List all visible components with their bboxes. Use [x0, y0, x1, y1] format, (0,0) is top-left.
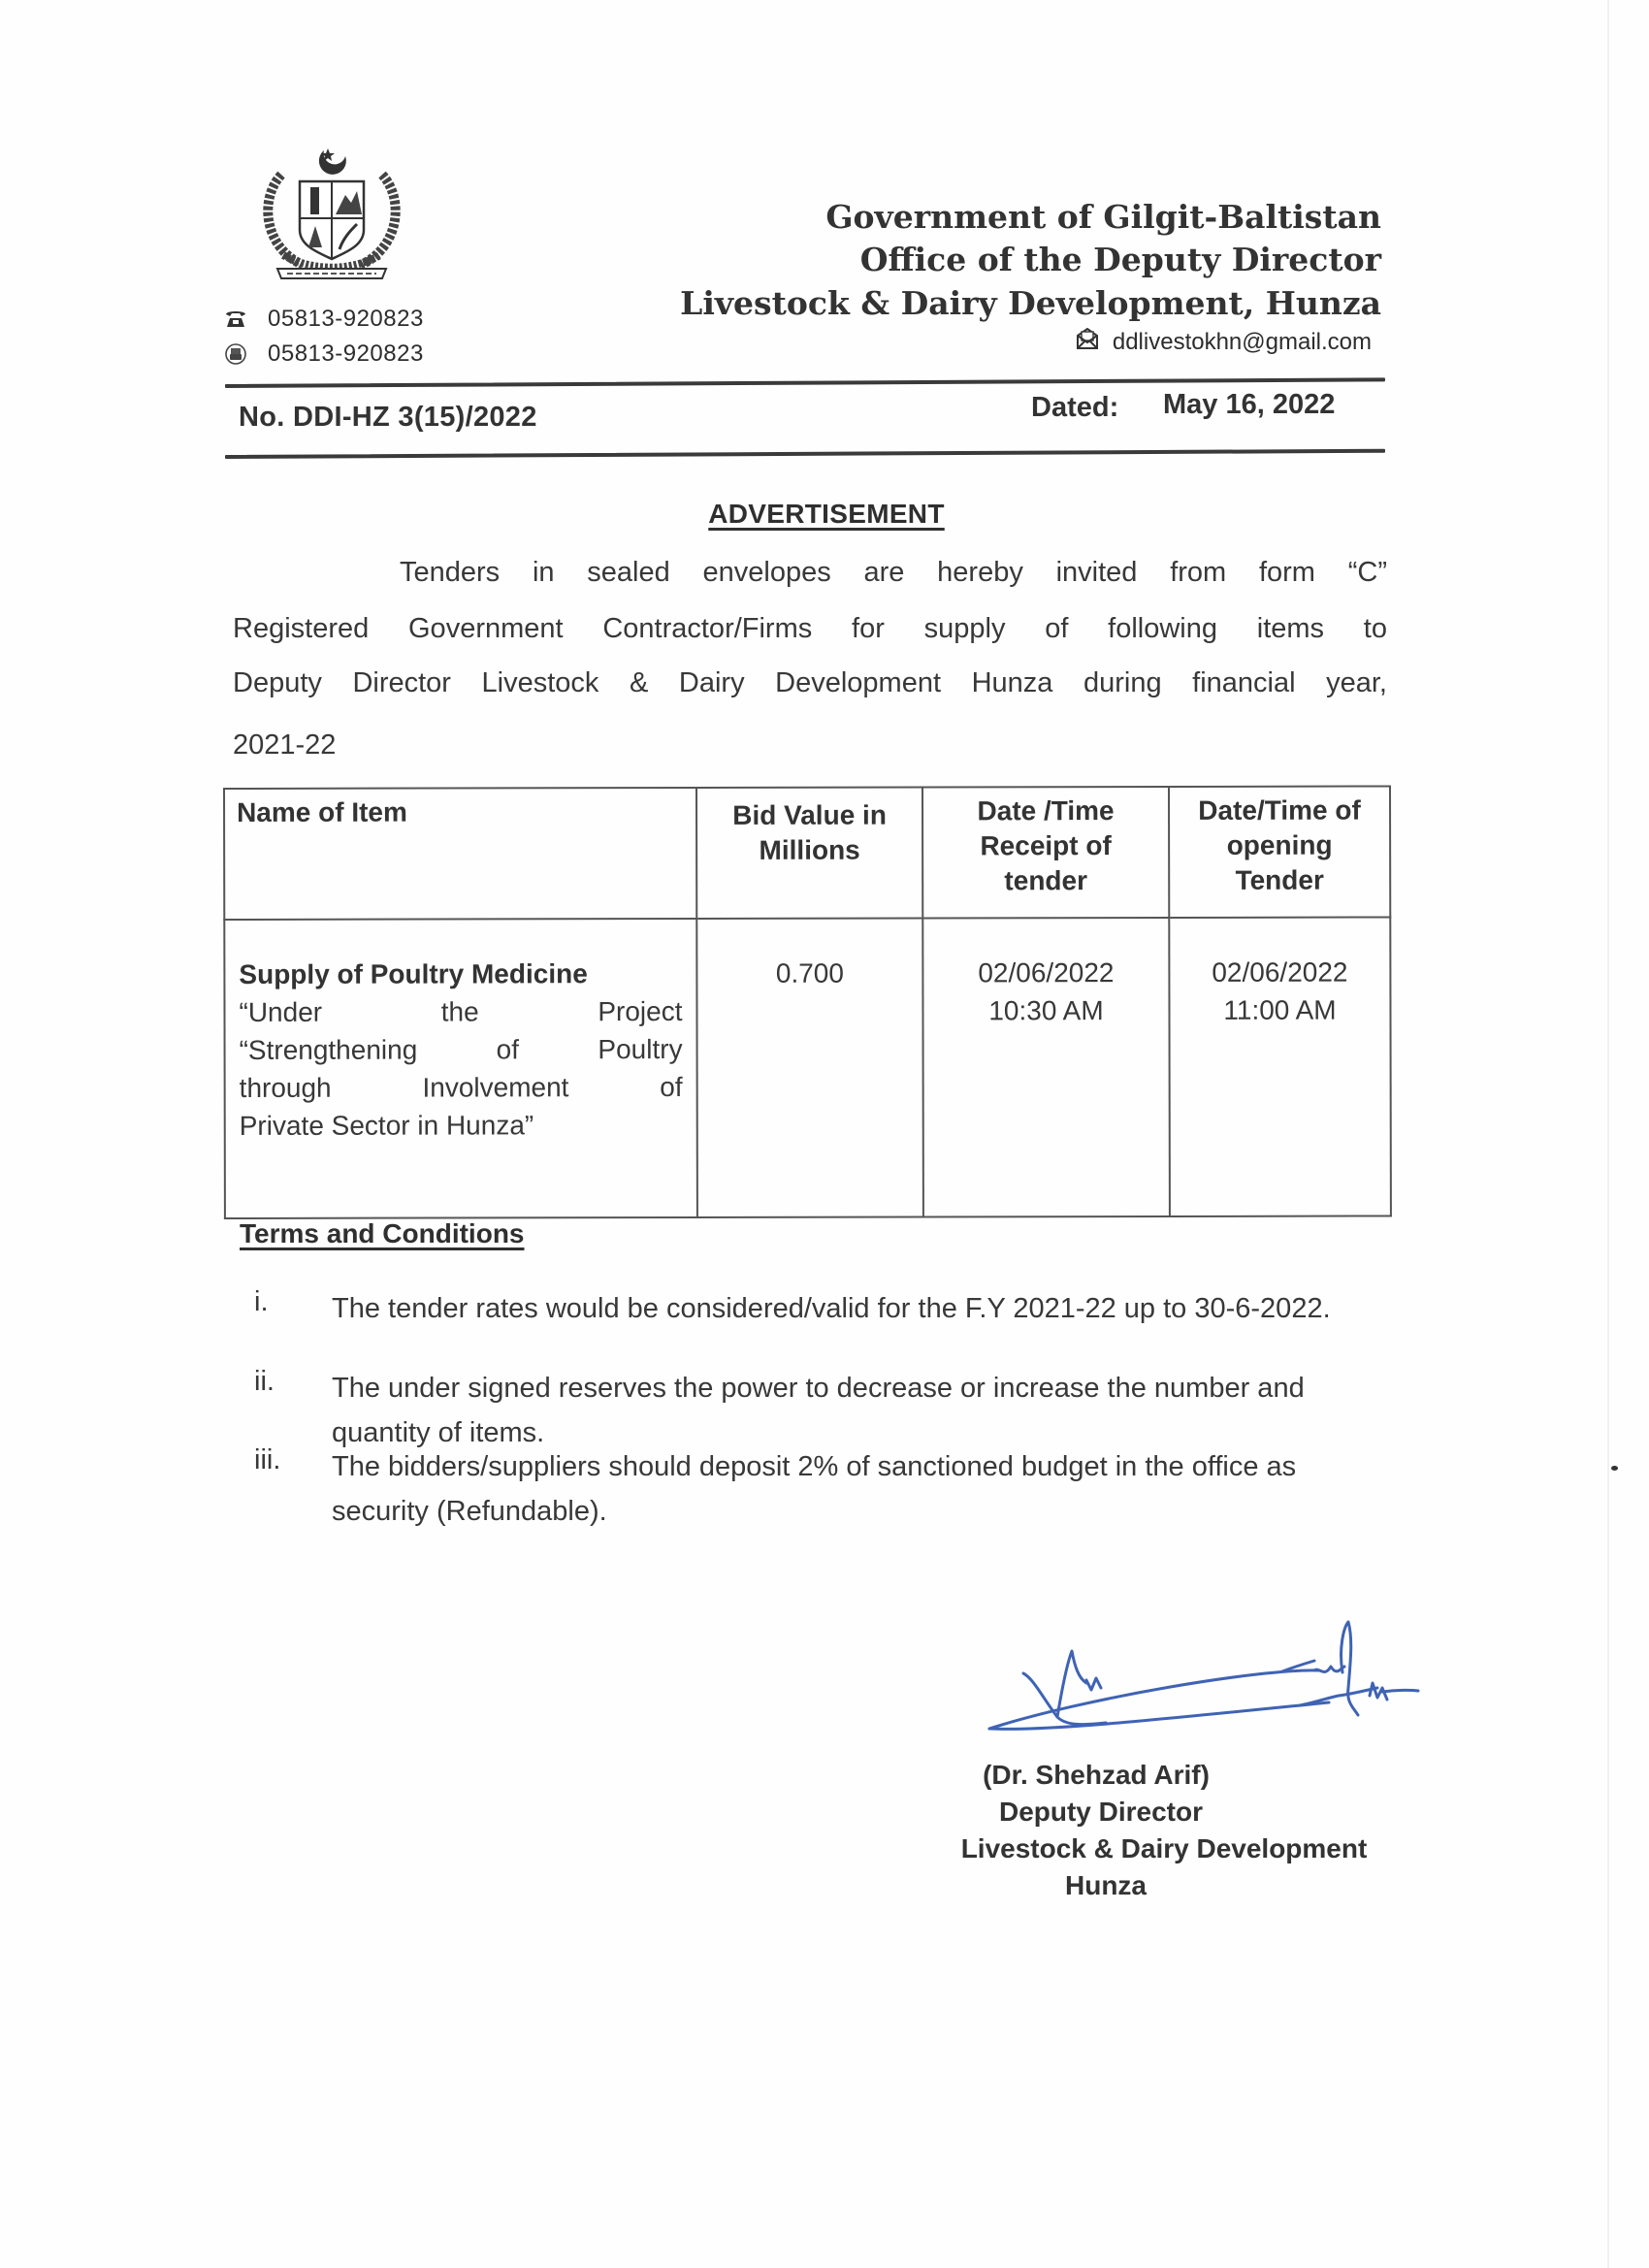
term-number: iii. [254, 1444, 281, 1475]
dated-label: Dated: [1031, 392, 1119, 423]
phone-contact [225, 306, 424, 333]
opening-time: 11:00 AM [1223, 994, 1337, 1025]
dated-value: May 16, 2022 [1163, 389, 1336, 420]
tender-table [223, 785, 1392, 1219]
signatory-name: (Dr. Shehzad Arif) [983, 1760, 1210, 1790]
gilgit-baltistan-emblem-icon [254, 141, 409, 286]
email-address[interactable]: ddlivestokhn@gmail.com [1112, 328, 1372, 355]
signatory-title: Deputy Director [998, 1797, 1204, 1827]
terms-title: Terms and Conditions [240, 1218, 525, 1248]
item-description: “Under the Project “Strengthening of Poultry through Involvement of Private Sector in Hunza” [239, 996, 683, 1141]
advertisement-title: ADVERTISEMENT [708, 499, 945, 529]
handwritten-signature [970, 1610, 1426, 1756]
email-contact [1076, 328, 1372, 356]
term-item [254, 1444, 1379, 1534]
envelope-icon [1076, 328, 1099, 356]
cell-bid-value: 0.700 [696, 918, 923, 1216]
header-divider-top [225, 377, 1385, 388]
term-text: The tender rates would be considered/valid for the F.Y 2021-22 up to 30-6-2022. [332, 1293, 1331, 1324]
column-header-receipt-datetime: Date /Time Receipt of tender [922, 787, 1169, 919]
advertisement-paragraph-line: 2021-22 [233, 729, 337, 761]
receipt-date: 02/06/2022 [978, 957, 1115, 988]
column-header-bid-value: Bid Value in Millions [696, 787, 922, 918]
telephone-icon [225, 308, 246, 330]
fax-number: 05813-920823 [268, 340, 424, 367]
signatory-department: Livestock & Dairy Development [960, 1833, 1368, 1863]
fax-contact [225, 340, 424, 368]
table-header-row [224, 786, 1390, 920]
phone-number: 05813-920823 [268, 306, 424, 332]
term-text: The under signed reserves the power to decrease or increase the number and quantity of items. [332, 1373, 1305, 1448]
letterhead-department: Livestock & Dairy Development, Hunza [680, 284, 1381, 322]
term-text: The bidders/suppliers should deposit 2% of sanctioned budget in the office as security (Refundable). [332, 1451, 1297, 1527]
term-item [254, 1286, 1379, 1331]
receipt-time: 10:30 AM [988, 995, 1104, 1026]
table-row [224, 917, 1391, 1218]
opening-date: 02/06/2022 [1212, 956, 1348, 988]
scan-edge-line [1607, 0, 1609, 2268]
advertisement-paragraph-line: Tenders in sealed envelopes are hereby invited from form “C” [400, 557, 1387, 588]
term-item [254, 1366, 1379, 1455]
advertisement-paragraph-line: Deputy Director Livestock & Dairy Development Hunza during financial year, [233, 667, 1387, 698]
scan-speck [1611, 1466, 1618, 1471]
column-header-opening-datetime: Date/Time of opening Tender [1169, 786, 1390, 917]
cell-item [224, 919, 697, 1218]
reference-number: No. DDI-HZ 3(15)/2022 [239, 402, 537, 433]
header-divider-bottom [225, 449, 1385, 459]
column-header-item-name: Name of Item [224, 788, 696, 920]
term-number: i. [254, 1286, 269, 1317]
letterhead-office: Office of the Deputy Director [859, 241, 1381, 278]
letterhead-government: Government of Gilgit-Baltistan [825, 198, 1381, 236]
item-name: Supply of Poultry Medicine [239, 958, 588, 989]
cell-opening-datetime [1169, 917, 1391, 1215]
term-number: ii. [254, 1366, 275, 1397]
fax-icon [225, 343, 246, 365]
cell-receipt-datetime [922, 918, 1170, 1217]
signatory-location: Hunza [1065, 1870, 1147, 1900]
advertisement-paragraph-line: Registered Government Contractor/Firms for supply of following items to [233, 613, 1387, 644]
